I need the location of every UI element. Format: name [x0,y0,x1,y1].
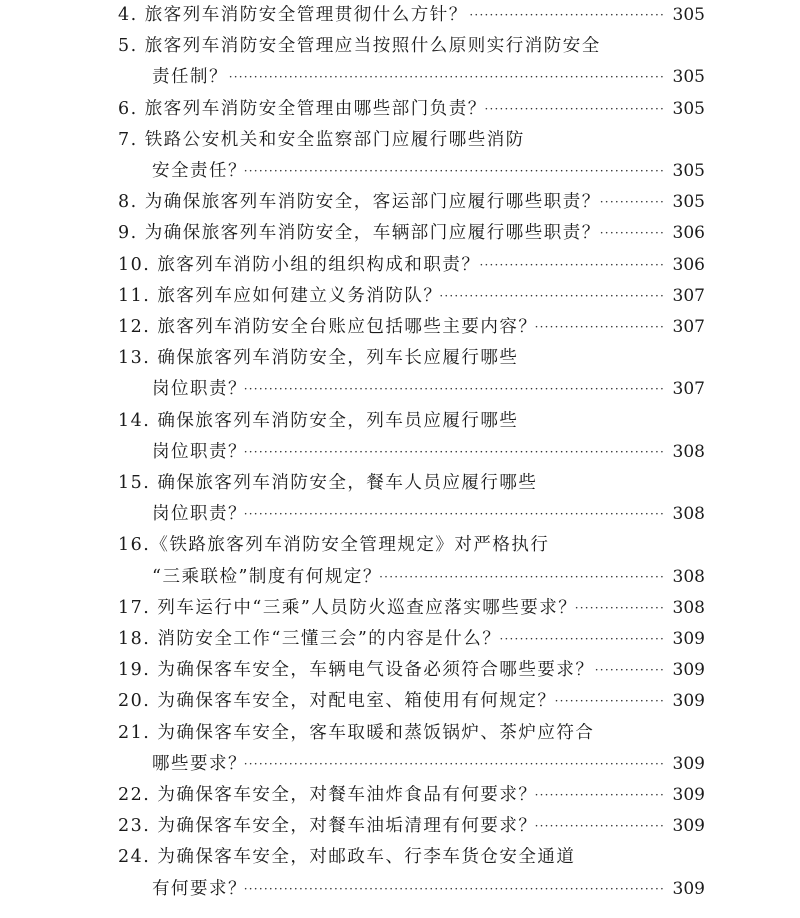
toc-entry-title: 11. 旅客列车应如何建立义务消防队？ [118,285,443,306]
toc-entry-title: 23. 为确保客车安全，对餐车油垢清理有何要求？ [118,816,538,837]
dot-leader: ···················································································· [243,507,665,522]
page-number: 306 [672,223,705,244]
toc-entry-title: 13. 确保旅客列车消防安全，列车长应履行哪些 [118,348,519,369]
toc-line [0,96,800,122]
page-number: 308 [672,566,705,587]
page-number: 307 [672,379,705,400]
toc-entry-title: 10. 旅客列车消防小组的组织构成和职责？ [118,254,481,275]
toc-entry-title-continued: 岗位职责？ [152,441,247,462]
toc-line [0,283,800,309]
toc-line [0,189,800,215]
toc-entry-title: 9. 为确保旅客列车消防安全，车辆部门应履行哪些职责？ [118,223,601,244]
toc-line [0,720,800,746]
toc-entry-title-continued: 岗位职责？ [152,504,247,525]
toc-line [0,813,800,839]
toc-line [0,376,800,402]
toc-entry-title-continued: 哪些要求？ [152,753,247,774]
toc-entry-title: 14. 确保旅客列车消防安全，列车员应履行哪些 [118,410,519,431]
toc-line [0,345,800,371]
dot-leader: ············· [599,195,665,210]
dot-leader: ·················· [574,600,665,615]
toc-entry-title: 24. 为确保客车安全，对邮政车、行李车货仓安全通道 [118,847,576,868]
page-number: 305 [672,161,705,181]
dot-leader: ································· [499,632,665,646]
page-number: 309 [672,785,705,805]
toc-line [0,688,800,714]
toc-line [0,595,800,621]
dot-leader: ······················ [554,694,665,709]
toc-entry-title: 21. 为确保客车安全，客车取暖和蒸饭锅炉、茶炉应符合 [118,722,595,743]
dot-leader: ······················································································· [228,70,665,85]
page-number: 308 [672,597,705,618]
dot-leader: ·························· [534,819,665,834]
dot-leader: ···················································································· [243,164,665,178]
toc-entry-title: 20. 为确保客车安全，对配电室、箱使用有何规定？ [118,691,557,712]
toc-entry-title: 16.《铁路旅客列车消防安全管理规定》对严格执行 [118,535,550,556]
page-number: 308 [672,441,705,462]
dot-leader: ············· [599,226,665,241]
toc-entry-title: 19. 为确保客车安全，车辆电气设备必须符合哪些要求？ [118,660,595,681]
toc-line [0,2,800,28]
toc-line [0,439,800,465]
toc-line [0,782,800,808]
page-number: 307 [672,317,705,337]
toc-entry-title-continued: 安全责任？ [152,161,247,181]
toc-line [0,657,800,683]
dot-leader: ····································· [479,257,665,272]
toc-entry-title: 8. 为确保旅客列车消防安全，客运部门应履行哪些职责？ [118,192,601,213]
toc-entry-title: 17. 列车运行中“三乘”人员防火巡查应落实哪些要求？ [118,597,578,618]
toc-line [0,564,800,590]
toc-line [0,876,800,902]
page-number: 305 [672,192,705,213]
dot-leader: ···················································································· [243,881,665,896]
toc-entry-title: 22. 为确保客车安全，对餐车油炸食品有何要求？ [118,785,538,805]
toc-entry-title: 15. 确保旅客列车消防安全，餐车人员应履行哪些 [118,473,538,493]
toc-line [0,844,800,870]
toc-line [0,408,800,434]
dot-leader: ············································· [439,288,665,303]
dot-leader: ···················································································· [243,756,665,771]
page-number: 309 [672,660,705,681]
page-number: 308 [672,504,705,525]
page-number: 307 [672,285,705,306]
toc-line [0,127,800,153]
page-number: 306 [672,254,705,275]
toc-line [0,252,800,278]
dot-leader: ···································· [484,101,665,116]
toc-line [0,470,800,496]
toc-line [0,532,800,558]
dot-leader: ·························· [534,788,665,802]
toc-entry-title-continued: 责任制？ [152,67,228,88]
dot-leader: ························································· [379,569,665,584]
page-number: 309 [672,816,705,837]
toc-line [0,751,800,777]
dot-leader: ···················································································· [243,444,665,459]
toc-entry-title: 6. 旅客列车消防安全管理由哪些部门负责？ [118,98,487,119]
dot-leader: ······································· [469,8,665,22]
page-number: 305 [672,67,705,88]
dot-leader: ·························· [534,320,665,334]
toc-entry-title: 18. 消防安全工作“三懂三会”的内容是什么？ [118,629,502,649]
toc-line [0,314,800,340]
toc-entry-title-continued: 有何要求？ [152,878,247,899]
page-number: 305 [672,98,705,119]
page-number: 309 [672,753,705,774]
toc-line [0,626,800,652]
toc-entry-title: 12. 旅客列车消防安全台账应包括哪些主要内容？ [118,317,538,337]
dot-leader: ···················································································· [243,382,665,397]
toc-line [0,64,800,90]
toc-entry-title: 7. 铁路公安机关和安全监察部门应履行哪些消防 [118,129,525,150]
toc-line [0,501,800,527]
page-number: 309 [672,691,705,712]
toc-entry-title-continued: 岗位职责？ [152,379,247,400]
toc-entry-title: 4. 旅客列车消防安全管理贯彻什么方针？ [118,5,468,25]
toc-entry-title: 5. 旅客列车消防安全管理应当按照什么原则实行消防安全 [118,36,601,57]
page-number: 309 [672,878,705,899]
toc-line [0,33,800,59]
toc-line [0,158,800,184]
page-number: 305 [672,5,705,25]
page-number: 309 [672,629,705,649]
dot-leader: ·············· [594,663,665,678]
toc-line [0,220,800,246]
toc-entry-title-continued: “三乘联检”制度有何规定？ [152,566,382,587]
